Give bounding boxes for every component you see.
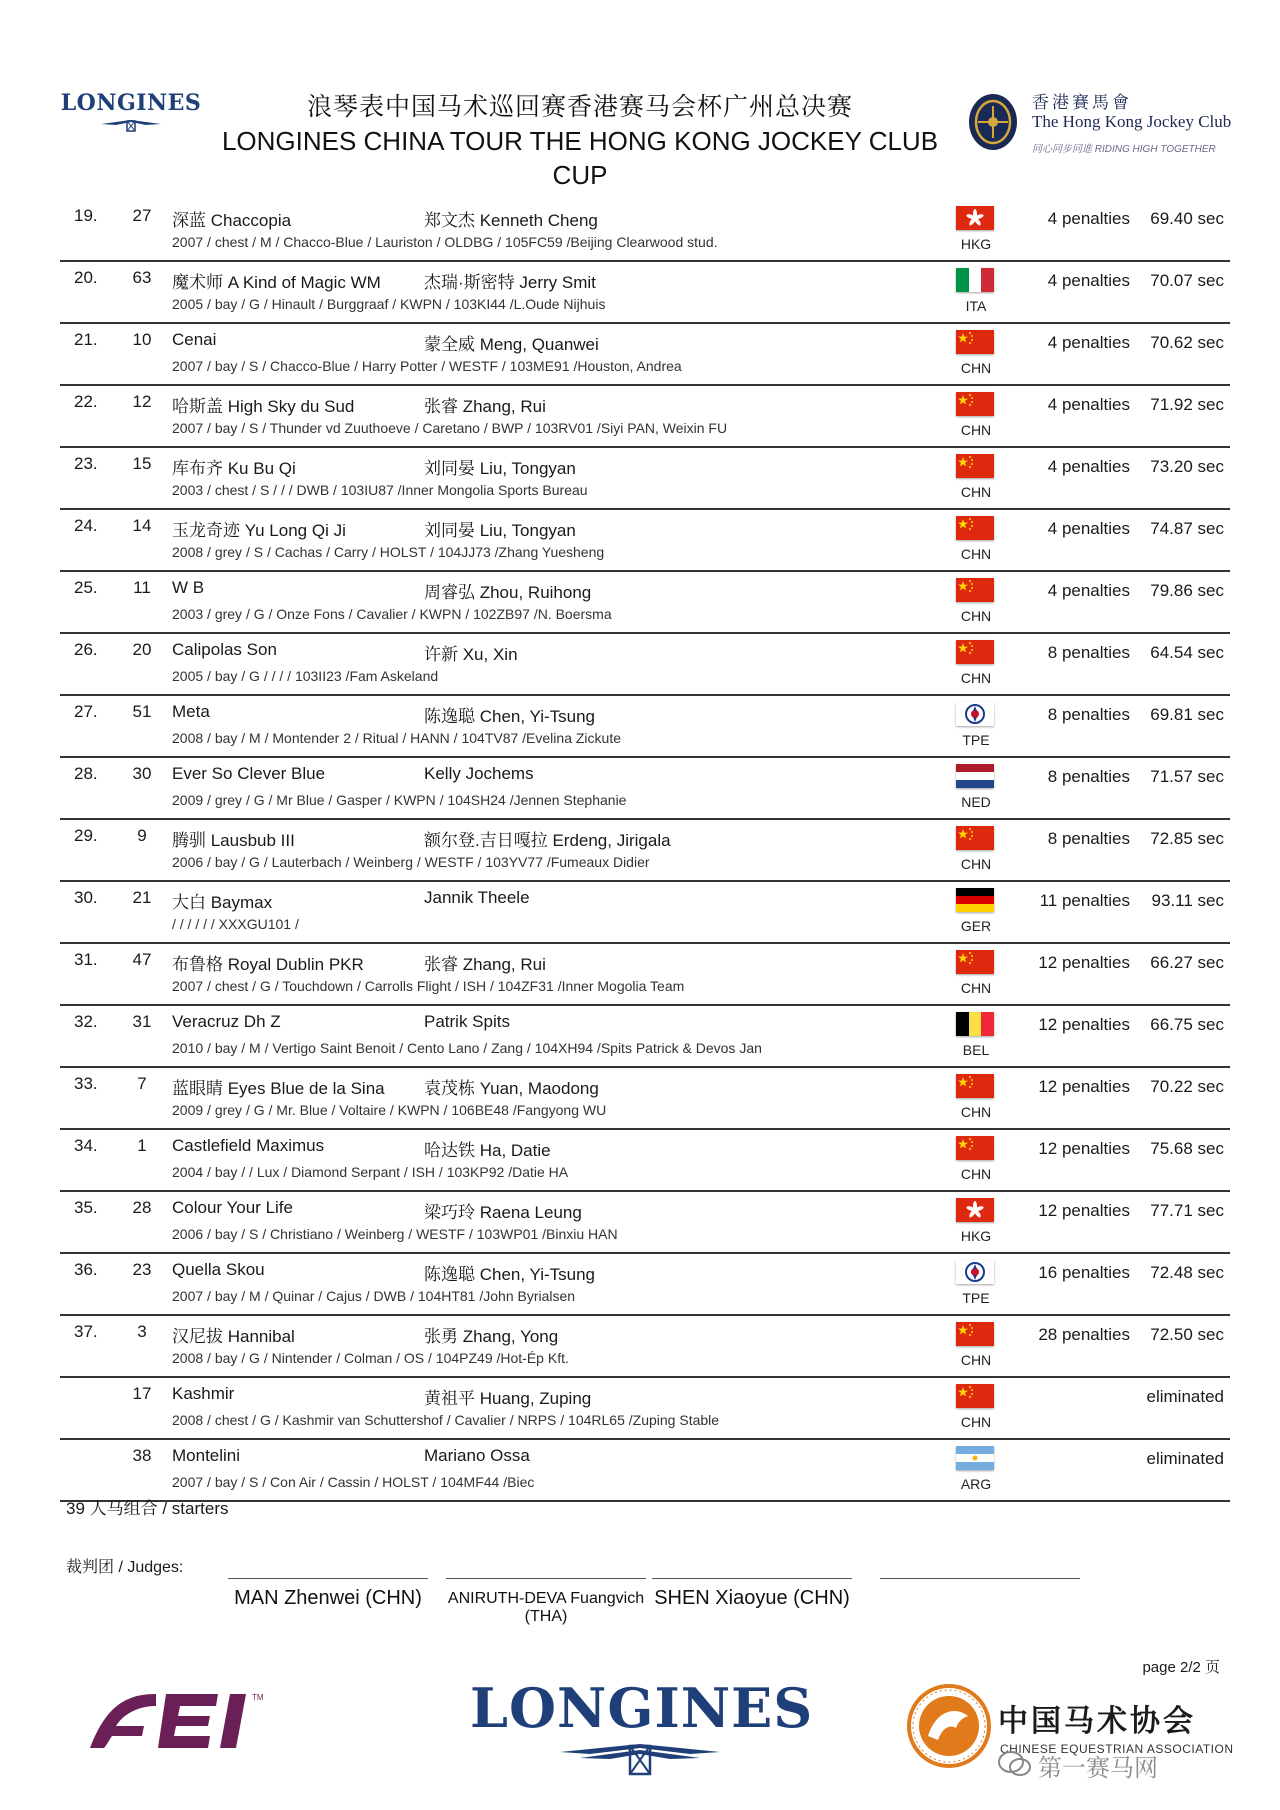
status: eliminated xyxy=(1146,1449,1224,1468)
horse-name: 魔术师 A Kind of Magic WM xyxy=(172,273,381,292)
flag-chn-icon xyxy=(956,1074,994,1098)
flag-chn-icon xyxy=(956,454,994,478)
judge-3: SHEN Xiaoyue (CHN) xyxy=(652,1578,852,1627)
horse-name: Castlefield Maximus xyxy=(172,1136,325,1155)
hkjc-name-chinese: 香港賽馬會 xyxy=(1032,93,1132,113)
nation-code: ITA xyxy=(965,298,987,314)
penalties: 12 penalties xyxy=(1038,1015,1130,1034)
nation-code: CHN xyxy=(960,670,992,686)
horse-name: 蓝眼睛 Eyes Blue de la Sina xyxy=(172,1079,385,1098)
penalties: 8 penalties xyxy=(1047,767,1130,786)
horse-details: 2009 / grey / G / Mr. Blue / Voltaire / KWPN / 106BE48 /Fangyong WU xyxy=(172,1102,607,1118)
nation-code: CHN xyxy=(960,1104,992,1120)
penalties: 4 penalties xyxy=(1047,519,1130,538)
rank: 21. xyxy=(74,330,98,349)
nation-code: TPE xyxy=(962,732,990,748)
time: 73.20 sec xyxy=(1150,457,1224,476)
time: 70.22 sec xyxy=(1150,1077,1224,1096)
winged-hourglass-icon xyxy=(96,118,166,132)
time: 93.11 sec xyxy=(1151,891,1224,910)
horse-details: 2007 / bay / S / Chacco-Blue / Harry Potter / WESTF / 103ME91 /Houston, Andrea xyxy=(172,358,682,374)
rider-name: 黄祖平 Huang, Zuping xyxy=(424,1389,592,1408)
penalties: 8 penalties xyxy=(1047,643,1130,662)
result-row xyxy=(60,200,1230,262)
penalties: 12 penalties xyxy=(1038,1139,1130,1158)
horse-details: 2005 / bay / G / / / / 103II23 /Fam Askeland xyxy=(172,668,439,684)
rank: 28. xyxy=(74,764,98,783)
hkjc-name-english: The Hong Kong Jockey Club xyxy=(1032,112,1232,131)
rider-name: 周睿弘 Zhou, Ruihong xyxy=(424,583,592,602)
time: 66.27 sec xyxy=(1150,953,1224,972)
document-title xyxy=(210,92,950,192)
rank: 36. xyxy=(74,1260,98,1279)
flag-chn-icon xyxy=(956,1322,994,1346)
rider-name: 哈达铁 Ha, Datie xyxy=(424,1141,551,1160)
rank: 26. xyxy=(74,640,98,659)
time: 70.07 sec xyxy=(1150,271,1224,290)
flag-hkg-icon xyxy=(956,206,994,230)
penalties: 4 penalties xyxy=(1047,581,1130,600)
horse-name: W B xyxy=(172,578,205,597)
result-row xyxy=(60,386,1230,448)
penalties: 4 penalties xyxy=(1047,271,1130,290)
horse-details: 2008 / bay / G / Nintender / Colman / OS / 104PZ49 /Hot-Ép Kft. xyxy=(172,1350,569,1366)
penalties: 4 penalties xyxy=(1047,395,1130,414)
horse-name: Kashmir xyxy=(172,1384,235,1403)
horse-details: 2003 / grey / G / Onze Fons / Cavalier / KWPN / 102ZB97 /N. Boersma xyxy=(172,606,612,622)
horse-details: 2006 / bay / S / Christiano / Weinberg / WESTF / 103WP01 /Binxiu HAN xyxy=(172,1226,618,1242)
time: 69.81 sec xyxy=(1150,705,1224,724)
nation-code: CHN xyxy=(960,856,992,872)
result-row xyxy=(60,634,1230,696)
time: 77.71 sec xyxy=(1150,1201,1224,1220)
flag-chn-icon xyxy=(956,578,994,602)
nation-code: NED xyxy=(961,794,991,810)
start-number: 7 xyxy=(137,1074,147,1093)
result-row xyxy=(60,1378,1230,1440)
penalties: 11 penalties xyxy=(1039,891,1130,910)
start-number: 30 xyxy=(132,764,152,783)
flag-tpe-icon xyxy=(956,1260,994,1284)
judge-1: MAN Zhenwei (CHN) xyxy=(228,1578,428,1627)
time: 72.85 sec xyxy=(1150,829,1224,848)
cea-name-english: CHINESE EQUESTRIAN ASSOCIATION xyxy=(1000,1742,1234,1756)
results-table xyxy=(60,200,1230,1502)
rank: 31. xyxy=(74,950,98,969)
start-number: 10 xyxy=(132,330,152,349)
result-row xyxy=(60,758,1230,820)
horse-details: 2005 / bay / G / Hinault / Burggraaf / KWPN / 103KI44 /L.Oude Nijhuis xyxy=(172,296,606,312)
result-row xyxy=(60,324,1230,386)
start-number: 63 xyxy=(132,268,152,287)
start-number: 14 xyxy=(132,516,152,535)
flag-chn-icon xyxy=(956,1136,994,1160)
nation-code: BEL xyxy=(962,1042,990,1058)
horse-details: 2007 / bay / M / Quinar / Cajus / DWB / 104HT81 /John Byrialsen xyxy=(172,1288,576,1304)
start-number: 1 xyxy=(137,1136,147,1155)
start-number: 51 xyxy=(132,702,152,721)
result-row xyxy=(60,1316,1230,1378)
horse-details: 2007 / bay / S / Con Air / Cassin / HOLST / 104MF44 /Biec xyxy=(172,1474,535,1490)
time: 69.40 sec xyxy=(1150,209,1224,228)
rank: 19. xyxy=(74,206,98,225)
rank: 29. xyxy=(74,826,98,845)
horse-name: 玉龙奇迹 Yu Long Qi Ji xyxy=(172,521,346,540)
time: 72.50 sec xyxy=(1150,1325,1224,1344)
rank: 25. xyxy=(74,578,98,597)
rider-name: 刘同晏 Liu, Tongyan xyxy=(424,521,576,540)
flag-chn-icon xyxy=(956,640,994,664)
nation-code: ARG xyxy=(960,1476,992,1492)
start-number: 28 xyxy=(132,1198,152,1217)
rank: 33. xyxy=(74,1074,98,1093)
flag-chn-icon xyxy=(956,826,994,850)
penalties: 4 penalties xyxy=(1047,209,1130,228)
rider-name: Mariano Ossa xyxy=(424,1446,530,1465)
start-number: 21 xyxy=(132,888,152,907)
start-number: 47 xyxy=(132,950,152,969)
time: 66.75 sec xyxy=(1150,1015,1224,1034)
watermark-text: 第一赛马网 xyxy=(1038,1754,1158,1782)
time: 71.92 sec xyxy=(1150,395,1224,414)
flag-ita-icon xyxy=(956,268,994,292)
rider-name: 张睿 Zhang, Rui xyxy=(424,397,546,416)
horse-details: / / / / / / XXXGU101 / xyxy=(172,916,299,932)
rider-name: 梁巧玲 Raena Leung xyxy=(424,1203,582,1222)
penalties: 8 penalties xyxy=(1047,829,1130,848)
rider-name: 额尔登.吉日嘎拉 Erdeng, Jirigala xyxy=(424,831,671,850)
rider-name: 陈逸聪 Chen, Yi-Tsung xyxy=(424,707,596,726)
hkjc-emblem-icon xyxy=(966,92,1020,152)
start-number: 17 xyxy=(132,1384,152,1403)
result-row xyxy=(60,944,1230,1006)
rider-name: 张勇 Zhang, Yong xyxy=(424,1327,559,1346)
horse-details: 2004 / bay / / Lux / Diamond Serpant / ISH / 103KP92 /Datie HA xyxy=(172,1164,569,1180)
nation-code: CHN xyxy=(960,1414,992,1430)
horse-name: Meta xyxy=(172,702,210,721)
starters-count: 39 人马组合 / starters xyxy=(66,1499,229,1518)
svg-text:TM: TM xyxy=(252,1693,264,1702)
start-number: 27 xyxy=(132,206,152,225)
result-row xyxy=(60,820,1230,882)
title-chinese: 浪琴表中国马术巡回赛香港赛马会杯广州总决赛 xyxy=(306,92,853,121)
nation-code: HKG xyxy=(960,1228,992,1244)
time: 75.68 sec xyxy=(1150,1139,1224,1158)
start-number: 3 xyxy=(137,1322,147,1341)
nation-code: CHN xyxy=(960,546,992,562)
result-row xyxy=(60,1068,1230,1130)
longines-footer-logo xyxy=(470,1676,814,1778)
horse-details: 2010 / bay / M / Vertigo Saint Benoit / Cento Lano / Zang / 104XH94 /Spits Patrick & Devos Jan xyxy=(172,1040,762,1056)
horse-details: 2009 / grey / G / Mr Blue / Gasper / KWPN / 104SH24 /Jennen Stephanie xyxy=(172,792,627,808)
horse-details: 2007 / bay / S / Thunder vd Zuuthoeve / Caretano / BWP / 103RV01 /Siyi PAN, Weixin FU xyxy=(172,420,728,436)
horse-name: Veracruz Dh Z xyxy=(172,1012,281,1031)
flag-arg-icon xyxy=(956,1446,994,1470)
result-row xyxy=(60,1006,1230,1068)
flag-tpe-icon xyxy=(956,702,994,726)
penalties: 4 penalties xyxy=(1047,333,1130,352)
rider-name: 蒙全威 Meng, Quanwei xyxy=(424,335,599,354)
flag-chn-icon xyxy=(956,950,994,974)
rank: 32. xyxy=(74,1012,98,1031)
judge-4 xyxy=(880,1578,1080,1627)
result-row xyxy=(60,1192,1230,1254)
horse-name: Cenai xyxy=(172,330,217,349)
flag-bel-icon xyxy=(956,1012,994,1036)
rank: 30. xyxy=(74,888,98,907)
result-row xyxy=(60,696,1230,758)
horse-name: 腾驯 Lausbub III xyxy=(172,831,295,850)
title-english: LONGINES CHINA TOUR THE HONG KONG JOCKEY CLUB CUP xyxy=(221,126,939,190)
horse-name: Calipolas Son xyxy=(172,640,277,659)
horse-details: 2007 / chest / M / Chacco-Blue / Lauriston / OLDBG / 105FC59 /Beijing Clearwood stud. xyxy=(172,234,718,250)
horse-details: 2007 / chest / G / Touchdown / Carrolls Flight / ISH / 104ZF31 /Inner Mogolia Team xyxy=(172,978,685,994)
watermark xyxy=(1038,1748,1158,1783)
nation-code: CHN xyxy=(960,360,992,376)
start-number: 20 xyxy=(132,640,152,659)
longines-header-logo xyxy=(60,90,202,130)
time: 74.87 sec xyxy=(1150,519,1224,538)
horse-details: 2006 / bay / G / Lauterbach / Weinberg / WESTF / 103YV77 /Fumeaux Didier xyxy=(172,854,650,870)
flag-chn-icon xyxy=(956,330,994,354)
horse-name: 哈斯盖 High Sky du Sud xyxy=(172,397,355,416)
horse-name: 深蓝 Chaccopia xyxy=(172,211,292,230)
rider-name: Kelly Jochems xyxy=(424,764,534,783)
nation-code: CHN xyxy=(960,608,992,624)
start-number: 15 xyxy=(132,454,152,473)
result-row xyxy=(60,882,1230,944)
cea-name-chinese: 中国马术协会 xyxy=(998,1704,1196,1739)
rider-name: 刘同晏 Liu, Tongyan xyxy=(424,459,576,478)
result-row xyxy=(60,262,1230,324)
time: 72.48 sec xyxy=(1150,1263,1224,1282)
judge-2: ANIRUTH-DEVA Fuangvich (THA) xyxy=(446,1578,646,1630)
flag-chn-icon xyxy=(956,392,994,416)
longines-wordmark: LONGINES xyxy=(60,90,202,116)
nation-code: CHN xyxy=(960,980,992,996)
result-row xyxy=(60,1440,1230,1502)
start-number: 31 xyxy=(132,1012,152,1031)
result-row xyxy=(60,1254,1230,1316)
penalties: 12 penalties xyxy=(1038,1077,1130,1096)
horse-name: Montelini xyxy=(172,1446,241,1465)
rank: 37. xyxy=(74,1322,98,1341)
penalties: 12 penalties xyxy=(1038,953,1130,972)
result-row xyxy=(60,1130,1230,1192)
nation-code: CHN xyxy=(960,484,992,500)
nation-code: CHN xyxy=(960,1352,992,1368)
start-number: 12 xyxy=(132,392,152,411)
rank: 23. xyxy=(74,454,98,473)
rider-name: 许新 Xu, Xin xyxy=(424,645,518,664)
penalties: 16 penalties xyxy=(1038,1263,1130,1282)
rank: 35. xyxy=(74,1198,98,1217)
penalties: 28 penalties xyxy=(1038,1325,1130,1344)
rider-name: 郑文杰 Kenneth Cheng xyxy=(424,211,598,230)
time: 70.62 sec xyxy=(1150,333,1224,352)
hkjc-logo xyxy=(966,88,1236,158)
time: 79.86 sec xyxy=(1150,581,1224,600)
rank: 34. xyxy=(74,1136,98,1155)
start-number: 38 xyxy=(132,1446,152,1465)
longines-footer-wordmark: LONGINES xyxy=(470,1676,814,1740)
horse-details: 2003 / chest / S / / / DWB / 103IU87 /Inner Mongolia Sports Bureau xyxy=(172,482,588,498)
result-row xyxy=(60,572,1230,634)
start-number: 9 xyxy=(137,826,147,845)
horse-name: 大白 Baymax xyxy=(172,893,273,912)
horse-details: 2008 / grey / S / Cachas / Carry / HOLST / 104JJ73 /Zhang Yuesheng xyxy=(172,544,605,560)
start-number: 11 xyxy=(133,578,151,597)
rider-name: 袁茂栋 Yuan, Maodong xyxy=(424,1079,599,1098)
rider-name: Jannik Theele xyxy=(424,888,530,907)
status: eliminated xyxy=(1146,1387,1224,1406)
flag-ger-icon xyxy=(956,888,994,912)
hkjc-tagline: 同心同步同進 RIDING HIGH TOGETHER xyxy=(1032,144,1216,155)
horse-details: 2008 / bay / M / Montender 2 / Ritual / HANN / 104TV87 /Evelina Zickute xyxy=(172,730,621,746)
wechat-icon xyxy=(998,1750,1032,1778)
rank: 27. xyxy=(74,702,98,721)
result-row xyxy=(60,448,1230,510)
nation-code: GER xyxy=(960,918,992,934)
start-number: 23 xyxy=(132,1260,152,1279)
rank: 24. xyxy=(74,516,98,535)
flag-ned-icon xyxy=(956,764,994,788)
flag-chn-icon xyxy=(956,516,994,540)
nation-code: HKG xyxy=(960,236,992,252)
horse-name: Ever So Clever Blue xyxy=(172,764,326,783)
rider-name: Patrik Spits xyxy=(424,1012,510,1031)
fei-logo xyxy=(86,1686,286,1761)
nation-code: CHN xyxy=(960,1166,992,1182)
page-number: page 2/2 页 xyxy=(1142,1659,1220,1676)
result-row xyxy=(60,510,1230,572)
flag-hkg-icon xyxy=(956,1198,994,1222)
winged-hourglass-icon xyxy=(550,1738,730,1778)
horse-details: 2008 / chest / G / Kashmir van Schuttershof / Cavalier / NRPS / 104RL65 /Zuping Stable xyxy=(172,1412,720,1428)
time: 64.54 sec xyxy=(1150,643,1224,662)
penalties: 12 penalties xyxy=(1038,1201,1130,1220)
nation-code: CHN xyxy=(960,422,992,438)
rider-name: 陈逸聪 Chen, Yi-Tsung xyxy=(424,1265,596,1284)
fei-logo-icon xyxy=(86,1686,286,1756)
rank: 22. xyxy=(74,392,98,411)
horse-name: 布鲁格 Royal Dublin PKR xyxy=(172,955,364,974)
nation-code: TPE xyxy=(962,1290,990,1306)
horse-name: 库布齐 Ku Bu Qi xyxy=(172,459,296,478)
flag-chn-icon xyxy=(956,1384,994,1408)
penalties: 4 penalties xyxy=(1047,457,1130,476)
horse-name: 汉尼拔 Hannibal xyxy=(172,1327,295,1346)
time: 71.57 sec xyxy=(1150,767,1224,786)
rider-name: 杰瑞·斯密特 Jerry Smit xyxy=(424,273,596,292)
cea-seal-icon xyxy=(906,1680,992,1776)
judges-label: 裁判团 / Judges: xyxy=(66,1559,184,1576)
penalties: 8 penalties xyxy=(1047,705,1130,724)
horse-name: Quella Skou xyxy=(172,1260,265,1279)
rank: 20. xyxy=(74,268,98,287)
horse-name: Colour Your Life xyxy=(172,1198,293,1217)
rider-name: 张睿 Zhang, Rui xyxy=(424,955,546,974)
